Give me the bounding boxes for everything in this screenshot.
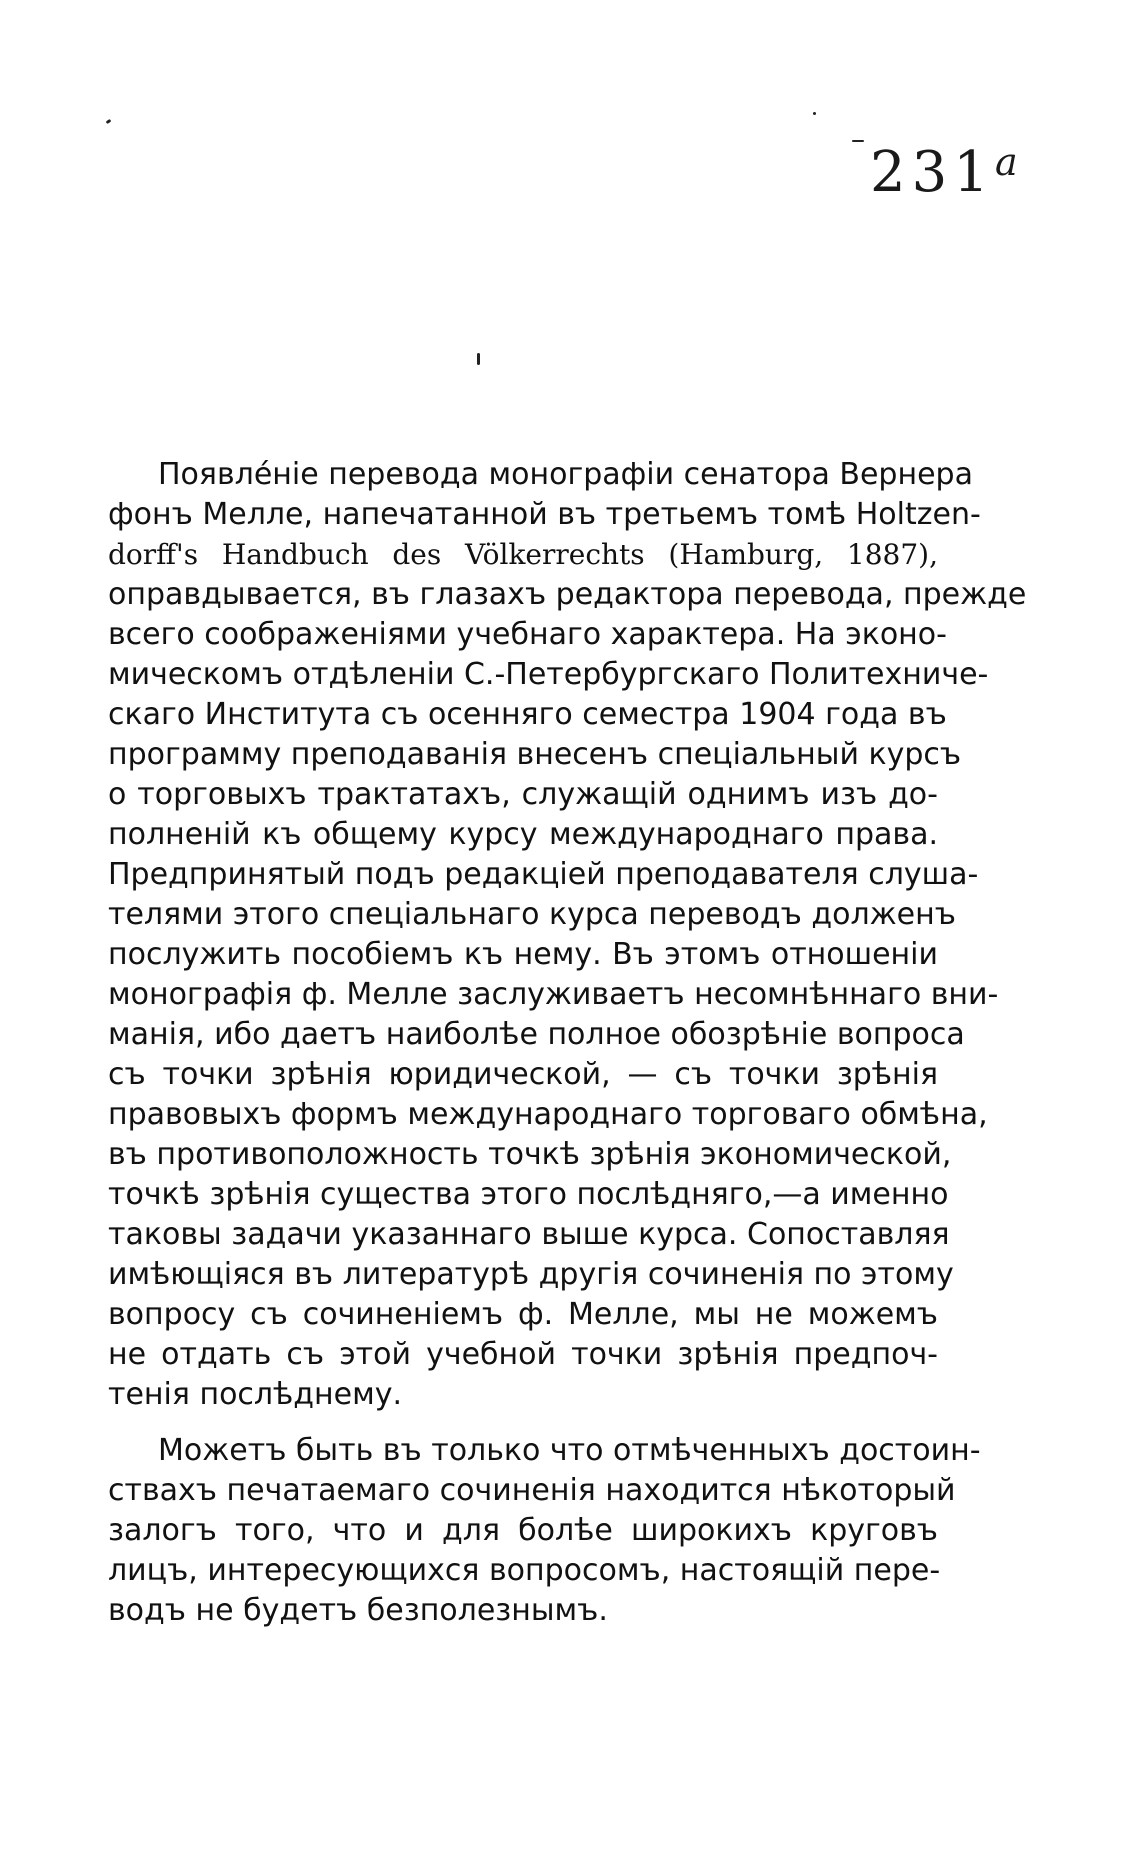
text-line: съ точки зрѣнія юридической, — съ точки зрѣнія [108,1057,938,1092]
text-line: залогъ того, что и для болѣе широкихъ круговъ [108,1513,938,1548]
text-line: тенія послѣднему. [108,1377,402,1412]
text-line: скаго Института съ осенняго семестра 1904 года въ [108,697,947,732]
text-line: Предпринятый подъ редакціей преподавателя слуша- [108,857,979,892]
text-line: dorff's Handbuch des Völkerrechts (Hamburg, 1887), [108,538,938,571]
text-line: оправдывается, въ глазахъ редактора перевода, прежде [108,577,1027,612]
text-line: Появле́ніе перевода монографіи сенатора Вернера [158,457,973,492]
text-line: лицъ, интересующихся вопросомъ, настоящій пере- [108,1553,941,1588]
text-line: фонъ Мелле, напечатанной въ третьемъ томѣ Holtzen- [108,497,981,532]
text-line: манія, ибо даетъ наиболѣе полное обозрѣніе вопроса [108,1017,965,1052]
body-text [108,455,1027,1631]
text-line: телями этого спеціальнаго курса переводъ долженъ [108,897,956,932]
text-line: въ противоположность точкѣ зрѣнія экономической, [108,1137,952,1172]
text-line: водъ не будетъ безполезнымъ. [108,1593,608,1628]
text-line: полненій къ общему курсу международнаго права. [108,817,938,852]
text-line: Можетъ быть въ только что отмѣченныхъ достоин- [158,1433,981,1468]
text-line: о торговыхъ трактатахъ, служащій однимъ изъ до- [108,777,938,812]
text-line: монографія ф. Мелле заслуживаетъ несомнѣннаго вни- [108,977,999,1012]
ink-speck [852,140,864,142]
paragraph-2 [108,1431,981,1631]
text-line: имѣющіяся въ литературѣ другія сочиненія по этому [108,1257,954,1292]
text-line: всего соображеніями учебнаго характера. На эконо- [108,617,947,652]
page-number: 231 [870,140,995,205]
text-line: ствахъ печатаемаго сочиненія находится нѣкоторый [108,1473,956,1508]
text-line: точкѣ зрѣнія существа этого послѣдняго,—а именно [108,1177,949,1212]
paragraph-1 [108,455,1027,1415]
text-line: таковы задачи указаннаго выше курса. Сопоставляя [108,1217,950,1252]
text-line: вопросу съ сочиненіемъ ф. Мелле, мы не можемъ [108,1297,938,1332]
text-line: правовыхъ формъ международнаго торговаго обмѣна, [108,1097,988,1132]
text-line: послужить пособіемъ къ нему. Въ этомъ отношеніи [108,937,938,972]
ink-speck [477,353,480,365]
ink-speck [106,119,112,124]
text-line: программу преподаванія внесенъ спеціальный курсъ [108,737,962,772]
text-line: мическомъ отдѣленіи С.-Петербургскаго Политехниче- [108,657,989,692]
ink-speck [813,112,816,115]
text-line: не отдать съ этой учебной точки зрѣнія предпоч- [108,1337,938,1372]
page-number-suffix: a [995,140,1018,184]
